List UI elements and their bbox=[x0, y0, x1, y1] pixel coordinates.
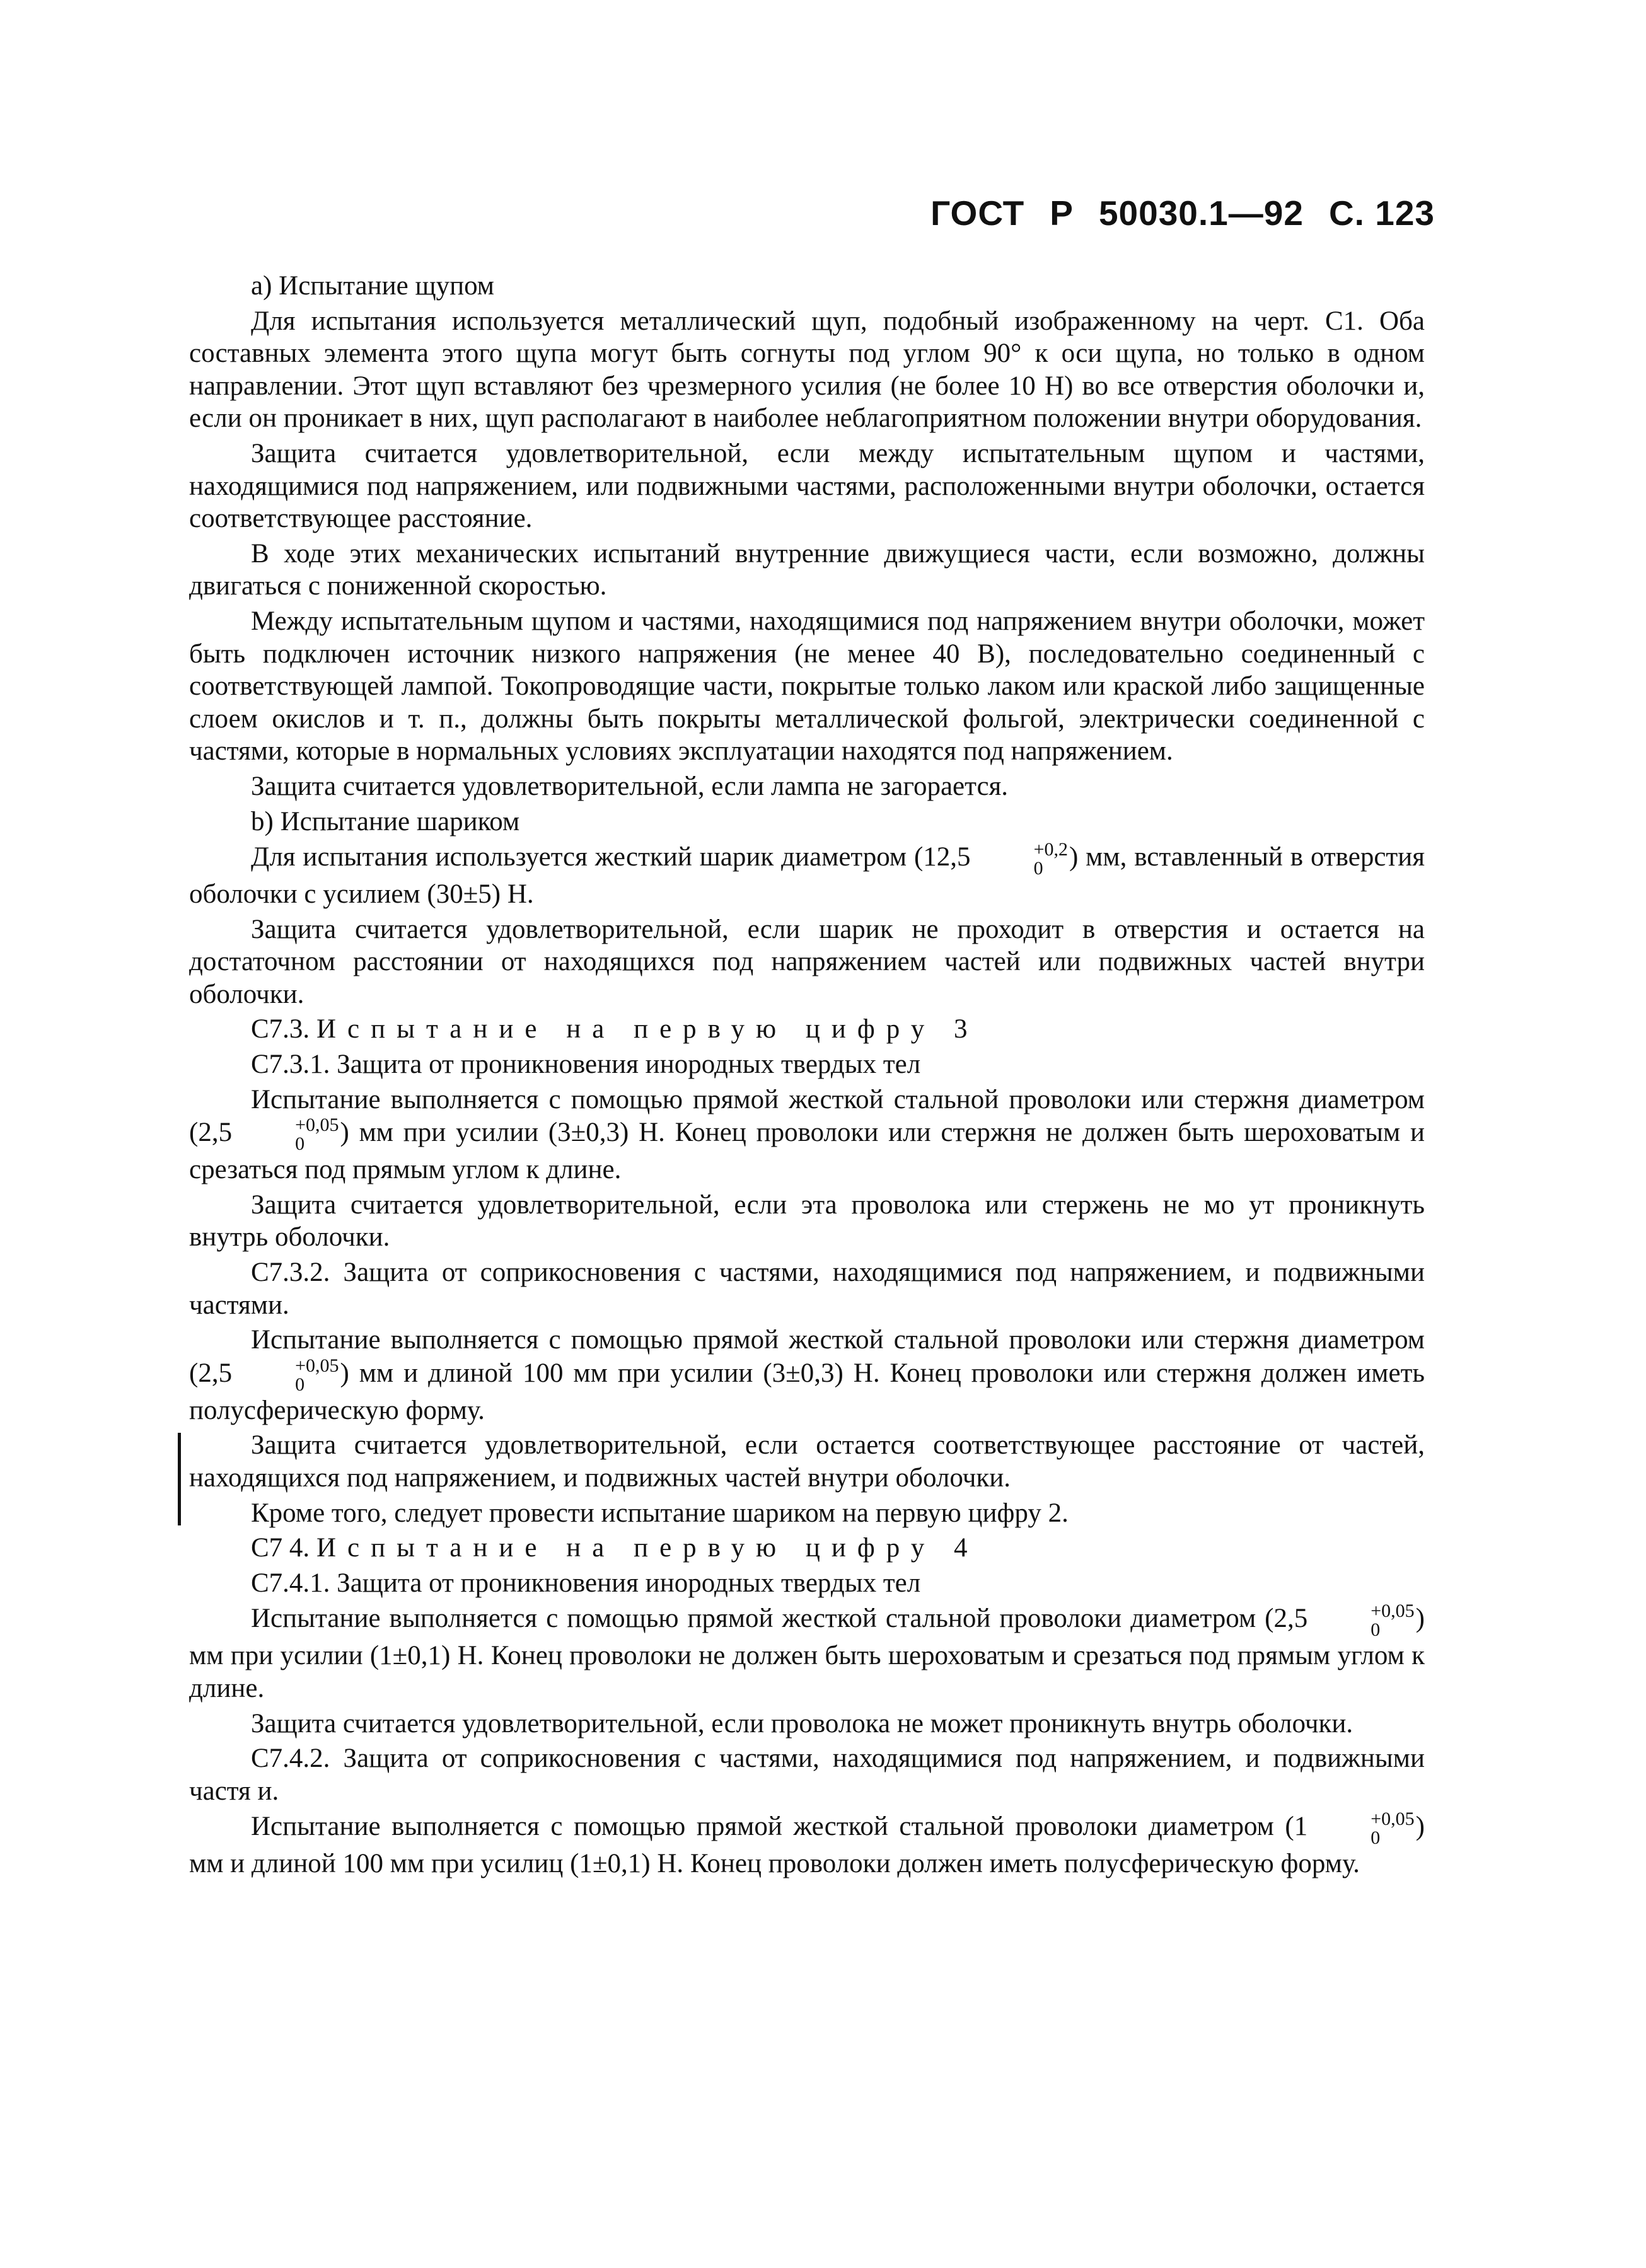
document-body bbox=[189, 270, 1425, 1883]
tolerance: +0,05 0 bbox=[1371, 1808, 1415, 1849]
subheading-probe-test: а) Испытание щупом bbox=[251, 271, 494, 301]
paragraph-ball-diameter: Для испытания используется жесткий шарик диаметром (12,5 +0,2 0 ) мм, вставленный в отверстия оболочки с усилием (30±5) Н. bbox=[189, 839, 1425, 910]
subsection-heading: С7.4.2. Защита от соприкосновения с частями, находящимися под напряжением, и подвижными частя и. bbox=[189, 1744, 1425, 1806]
revision-bar bbox=[178, 1433, 181, 1525]
paragraph: Защита считается удовлетворительной, если проволока не может проникнуть внутрь оболочки. bbox=[251, 1708, 1353, 1739]
paragraph-wire-741: Испытание выполняется с помощью прямой жесткой стальной проволоки диаметром (2,5 +0,05 0 ) мм при усилии (1±0,1) Н. Конец проволоки не должен быть шероховатым и срезаться под прямым углом к длине. bbox=[189, 1600, 1425, 1703]
paragraph: Кроме того, следует провести испытание шариком на первую цифру 2. bbox=[251, 1498, 1069, 1528]
tolerance: +0,05 0 bbox=[295, 1355, 339, 1395]
section-heading-c74: С7 4. Испытание на первую цифру 4 bbox=[251, 1533, 979, 1563]
standard-number: 50030.1—92 bbox=[1098, 194, 1304, 233]
standard-letter: Р bbox=[1050, 194, 1074, 233]
subheading-ball-test: b) Испытание шариком bbox=[251, 806, 520, 836]
section-heading-c73: С7.3. Испытание на первую цифру 3 bbox=[251, 1014, 979, 1044]
page-number: С. 123 bbox=[1328, 194, 1435, 233]
tolerance: +0,05 0 bbox=[1371, 1600, 1415, 1641]
subsection-heading: С7.4.1. Защита от проникновения инородных твердых тел bbox=[251, 1568, 921, 1598]
standard-label: ГОСТ bbox=[930, 194, 1025, 233]
paragraph: Между испытательным щупом и частями, находящимися под напряжением внутри оболочки, может быть подключен источник низкого напряжения (не менее 40 В), последовательно соединенный с соответствующей лампой. Токопроводящие части, покрытые только лаком или краской либо защищенные слоем окислов и т. п., должны быть покрыты металлической фольгой, электрически соединенной с частями, которые в нормальных условиях эксплуатации находятся под напряжением. bbox=[189, 606, 1425, 767]
paragraph-wire-732: Испытание выполняется с помощью прямой жесткой стальной проволоки или стержня диаметром (2,5 +0,05 0 ) мм и длиной 100 мм при усилии (3±0,3) Н. Конец проволоки или стержня должен иметь полусферическую форму. bbox=[189, 1325, 1425, 1425]
paragraph: Защита считается удовлетворительной, если остается соответствующее расстояние от частей, находящихся под напряжением, и подвижных частей внутри оболочки. bbox=[189, 1430, 1425, 1493]
paragraph: В ходе этих механических испытаний внутренние движущиеся части, если возможно, должны двигаться с пониженной скоростью. bbox=[189, 538, 1425, 601]
tolerance: +0,2 0 bbox=[1033, 839, 1068, 879]
paragraph: Защита считается удовлетворительной, если между испытательным щупом и частями, находящимися под напряжением, или подвижными частями, расположенными внутри оболочки, остается соответствующее расстояние. bbox=[189, 438, 1425, 534]
paragraph: Для испытания используется металлический щуп, подобный изображенному на черт. С1. Оба составных элемента этого щупа могут быть согнуты под углом 90° к оси щупа, но только в одном направлении. Этот щуп вставляют без чрезмерного усилия (не более 10 Н) во все отверстия оболочки и, если он проникает в них, щуп располагают в наиболее неблагоприятном положении внутри оборудования. bbox=[189, 306, 1425, 434]
paragraph-wire-731: Испытание выполняется с помощью прямой жесткой стальной проволоки или стержня диаметром (2,5 +0,05 0 ) мм при усилии (3±0,3) Н. Конец проволоки или стержня не должен быть шероховатым и срезаться под прямым углом к длине. bbox=[189, 1084, 1425, 1185]
paragraph: Защита считается удовлетворительной, если шарик не проходит в отверстия и остается на достаточном расстоянии от находящихся под напряжением частей или подвижных частей внутри оболочки. bbox=[189, 914, 1425, 1009]
paragraph: Защита считается удовлетворительной, если лампа не загорается. bbox=[251, 771, 1009, 801]
subsection-heading: С7.3.2. Защита от соприкосновения с частями, находящимися под напряжением, и подвижными частями. bbox=[189, 1258, 1425, 1320]
tolerance: +0,05 0 bbox=[295, 1114, 339, 1155]
paragraph: Защита считается удовлетворительной, если эта проволока или стержень не мо ут проникнуть внутрь оболочки. bbox=[189, 1189, 1425, 1253]
subsection-heading: С7.3.1. Защита от проникновения инородных твердых тел bbox=[251, 1050, 921, 1080]
page-header bbox=[930, 192, 1435, 234]
revision-marked-block bbox=[189, 1429, 1425, 1529]
paragraph-wire-742: Испытание выполняется с помощью прямой жесткой стальной проволоки диаметром (1 +0,05 0 ) мм и длиной 100 мм при усилиц (1±0,1) Н. Конец проволоки должен иметь полусферическую форму. bbox=[189, 1808, 1425, 1879]
